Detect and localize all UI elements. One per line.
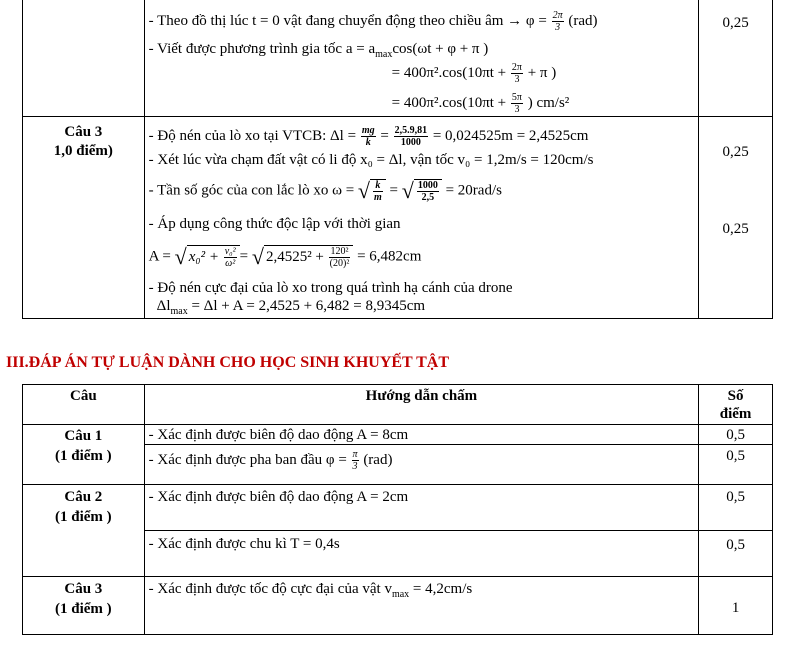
cau1-item1: - Xác định được biên độ dao động A = 8cm <box>144 425 699 445</box>
cau-label: Câu 3 <box>64 124 103 140</box>
accel-tail: cos(ωt + φ + π ) <box>392 41 489 57</box>
l5a: A = <box>148 248 175 265</box>
cau3-item1: - Xác định được tốc độ cực đại của vật $v_{max} = 4,2cm/s$ <box>144 577 699 635</box>
cau-points: 1,0 điểm) <box>53 143 113 159</box>
cau2-item2: - Xác định được chu kì T = 0,4s <box>144 531 699 577</box>
l1b: = 0,024525m = 2,4525cm <box>432 127 589 144</box>
answer-table-1 <box>22 0 773 319</box>
unit-rad: (rad) <box>568 12 598 29</box>
cau3-label <box>23 117 145 319</box>
amax-sub: max <box>375 49 393 60</box>
l4-tail: ) cm/s² <box>527 94 570 111</box>
l5b: = 6,482cm <box>357 248 422 265</box>
cau3-score1: 1 <box>699 577 773 635</box>
cau2-item1: - Xác định được biên độ dao động A = 2cm <box>144 485 699 531</box>
frac-pi-3: $\frac{\pi}{3}$ <box>352 449 358 472</box>
frac-num: $\frac{2,5.9,81}{1000}$ <box>394 125 428 148</box>
cau2-label: Câu 2 (1 điểm ) <box>23 485 145 577</box>
cell-empty <box>23 0 145 117</box>
l6: - Độ nén cực đại của lò xo trong quá trình hạ cánh của drone <box>148 280 513 296</box>
cau1-score2: 0,5 <box>699 445 773 485</box>
cau1-label: Câu 1 (1 điểm ) <box>23 425 145 485</box>
row2-content: - Độ nén của lò xo tại VTCB: Δl = $\frac{mg}{k}$ = $\frac{2,5.9,81}{1000}$ = 0,024525m = 2,4525cm - Xét lúc vừa chạm đất vật có li độ x₀ = Δl, vận tốc v₀ = 1,2m/s = 120cm/s - Tần số góc của con lắc lò xo ω = √ $\frac{k}{m}$ = √ $\frac{1000}{2,5}$ = 20rad/s - Áp dụng công thức độc lập với thời gian A = √ x₀² + $\frac{\text{v₀²}}{\text{ω²}}$ = √ 2,4525² + $\frac{\text{120²}}{\text{(20)²}}$ = 6,482cm - Độ nén cực đại của lò xo trong quá trình hạ cánh của drone $\Delta l_{max} = \Delta l + A = 2,4525 + 6,482 = 8,9345cm$ <box>144 117 699 319</box>
frac-120: $\frac{\text{120²}}{\text{(20)²}}$ <box>329 246 350 269</box>
l7b: = Δl + A = 2,4525 + 6,482 = 8,9345cm <box>187 298 426 314</box>
l2-text: - Viết được phương trình gia tốc a = a <box>148 41 376 57</box>
l3b: = 20rad/s <box>445 182 502 199</box>
l3a: - Tần số góc của con lắc lò xo ω = <box>148 182 358 199</box>
l4-text: = 400π².cos(10πt + <box>391 94 510 111</box>
l2: - Xét lúc vừa chạm đất vật có li độ x₀ = Δl, vận tốc v₀ = 1,2m/s = 120cm/s <box>148 152 594 168</box>
l7-sub: max <box>170 306 188 317</box>
l7a: Δl <box>156 298 171 314</box>
header-huong-dan: Hướng dẫn chấm <box>144 385 699 425</box>
section-title: III.ĐÁP ÁN TỰ LUẬN DÀNH CHO HỌC SINH KHUYẾT TẬT <box>6 354 450 371</box>
cau1-item2: - Xác định được pha ban đầu φ = $\frac{\pi}{3}$ (rad) <box>144 445 699 485</box>
row2-score <box>699 117 773 319</box>
frac-k-m: $\frac{k}{m}$ <box>374 180 382 203</box>
row1-score <box>699 0 773 117</box>
l3-text: = 400π².cos(10πt + <box>391 64 510 81</box>
cau3-label: Câu 3 (1 điểm ) <box>23 577 145 635</box>
l1a: - Độ nén của lò xo tại VTCB: Δl = <box>148 127 360 144</box>
l1-text: - Theo đồ thị lúc t = 0 vật đang chuyển động theo chiều âm → φ = <box>148 12 551 29</box>
score-1: 0,25 <box>722 144 749 160</box>
header-so-diem: Số điểm <box>699 385 773 425</box>
frac-v: $\frac{\text{v₀²}}{\text{ω²}}$ <box>224 246 236 269</box>
answer-table-2 <box>22 384 773 635</box>
row1-content <box>144 0 699 117</box>
frac-5pi: $\frac{5\pi}{3}$ <box>511 92 522 115</box>
frac-phi: $\frac{2\pi}{3}$ <box>552 10 563 33</box>
frac-2pi: $\frac{2\pi}{3}$ <box>511 62 522 85</box>
score: 0,25 <box>722 15 749 31</box>
cau2-score2: 0,5 <box>699 531 773 577</box>
frac-1000: $\frac{1000}{2,5}$ <box>417 180 438 203</box>
score-2: 0,25 <box>722 221 749 237</box>
header-cau: Câu <box>23 385 145 425</box>
l3-tail: + π ) <box>527 64 557 81</box>
cau2-score1: 0,5 <box>699 485 773 531</box>
cau1-score1: 0,5 <box>699 425 773 445</box>
l4: - Áp dụng công thức độc lập với thời gian <box>148 216 401 232</box>
frac-mg-k: $\frac{mg}{k}$ <box>361 125 375 148</box>
